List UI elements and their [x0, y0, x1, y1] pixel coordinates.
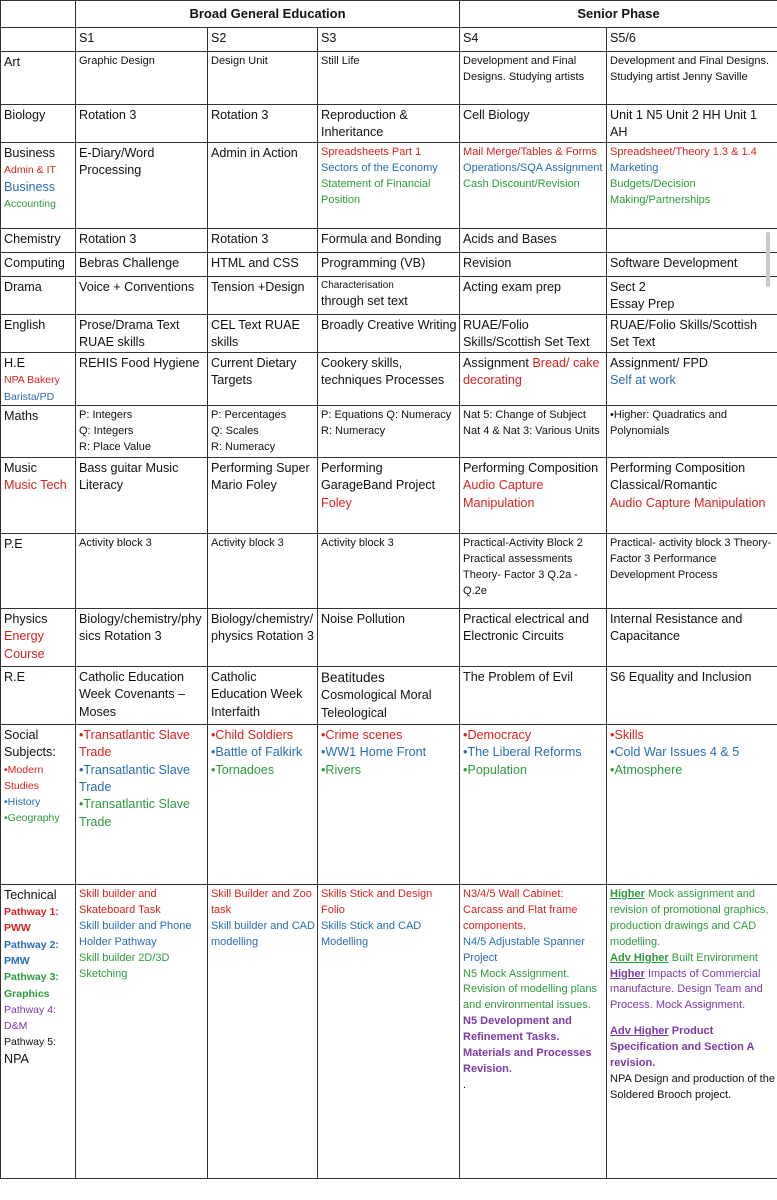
business-s56-accounting: Budgets/Decision Making/Partnerships: [610, 177, 711, 206]
technical-s2-pww: Skill Builder and Zoo task: [211, 887, 312, 916]
maths-s3-r: R: Numeracy: [321, 424, 386, 437]
technical-s56-advhigher-2: Adv Higher: [610, 1025, 669, 1038]
art-s1: Graphic Design: [76, 51, 208, 104]
re-s4: The Problem of Evil: [460, 666, 607, 724]
physics-s2: Biology/chemistry/physics Rotation 3: [208, 608, 318, 666]
header-blank: [1, 1, 76, 28]
subject-technical: [1, 884, 76, 1178]
physics-title: Physics: [4, 611, 48, 626]
he-s4: [460, 352, 607, 405]
music-s4-tech: Audio Capture Manipulation: [463, 478, 544, 510]
technical-s3-pmw: Skills Stick and CAD Modelling: [321, 919, 422, 948]
drama-s3-line2: through set text: [321, 293, 408, 308]
row-pe: [1, 533, 777, 608]
maths-s56: •Higher: Quadratics and Polynomials: [607, 405, 777, 457]
technical-s56-higher-1: Higher: [610, 887, 645, 900]
business-s3: [318, 142, 460, 228]
social-s2-history: •Battle of Falkirk: [211, 745, 303, 760]
pe-s2: Activity block 3: [208, 533, 318, 608]
social-s1-modern: •Transatlantic Slave Trade: [79, 727, 191, 760]
technical-s56-higher-1-text: Mock assignment and revision of promotional graphics, production drawings and CAD modelling.: [610, 887, 769, 948]
social-s4-modern: •Democracy: [463, 727, 532, 742]
technical-s3-pww: Skills Stick and Design Folio: [321, 887, 433, 916]
biology-s2: Rotation 3: [208, 104, 318, 142]
he-s56-line2: Self at work: [610, 373, 676, 388]
computing-s1: Bebras Challenge: [76, 252, 208, 276]
technical-pathway-3: Pathway 3: Graphics: [4, 971, 59, 1000]
business-s4-business: Operations/SQA Assignment: [463, 161, 603, 174]
technical-pathway-5: Pathway 5:: [4, 1036, 56, 1049]
stage-s3: S3: [318, 27, 460, 51]
maths-s1: [76, 405, 208, 457]
technical-pathway-4: Pathway 4: D&M: [4, 1003, 56, 1033]
pe-s1: Activity block 3: [76, 533, 208, 608]
music-title: Music: [4, 460, 37, 475]
header-row: [1, 1, 777, 28]
social-s3: [318, 724, 460, 884]
business-s56-admin: Spreadsheet/Theory 1.3 & 1.4: [610, 145, 757, 158]
music-s56-main: Performing Composition Classical/Romantic: [610, 460, 746, 493]
business-s3-business: Sectors of the Economy: [321, 161, 438, 174]
music-s3: [318, 457, 460, 533]
social-s3-modern: •Crime scenes: [321, 727, 403, 742]
music-s3-tech: Foley: [321, 495, 352, 510]
stage-s4: S4: [460, 27, 607, 51]
technical-s4-dot: .: [463, 1079, 467, 1092]
social-s2: [208, 724, 318, 884]
music-s1: Bass guitar Music Literacy: [76, 457, 208, 533]
drama-s1: Voice + Conventions: [76, 276, 208, 314]
art-s4: Development and Final Designs. Studying artists: [460, 51, 607, 104]
music-s4: [460, 457, 607, 533]
subject-chemistry: Chemistry: [1, 228, 76, 252]
social-s56: [607, 724, 777, 884]
computing-s4: Revision: [460, 252, 607, 276]
row-maths: [1, 405, 777, 457]
maths-s2-q: Q: Scales: [211, 424, 259, 437]
chemistry-s2: Rotation 3: [208, 228, 318, 252]
social-s3-geography: •Rivers: [321, 762, 362, 777]
header-bge: Broad General Education: [76, 1, 460, 28]
subject-social: [1, 724, 76, 884]
technical-s56-advhigher-1: Adv Higher: [610, 951, 669, 964]
he-s1: REHIS Food Hygiene: [76, 352, 208, 405]
technical-s4-dm: N5 Development and Refinement Tasks. Materials and Processes Revision.: [463, 1015, 592, 1076]
pe-s56: Practical- activity block 3 Theory- Factor 3 Performance Development Process: [607, 533, 777, 608]
row-english: [1, 314, 777, 352]
re-s3: [318, 666, 460, 724]
maths-s4-nat5: Nat 5: Change of Subject: [463, 408, 586, 421]
maths-s3: [318, 405, 460, 457]
physics-s56: Internal Resistance and Capacitance: [607, 608, 777, 666]
music-sub-tech: Music Tech: [4, 478, 67, 493]
re-s3-arguments: Cosmological Moral Teleological: [321, 688, 432, 720]
art-s56: Development and Final Designs. Studying artist Jenny Saville: [607, 51, 777, 104]
stage-s2: S2: [208, 27, 318, 51]
physics-s1: Biology/chemistry/physics Rotation 3: [76, 608, 208, 666]
row-music: [1, 457, 777, 533]
social-s56-modern: •Skills: [610, 727, 644, 742]
row-drama: [1, 276, 777, 314]
maths-s1-q: Q: Integers: [79, 424, 134, 437]
technical-s56: [607, 884, 777, 1178]
maths-s2-r: R: Numeracy: [211, 440, 276, 453]
row-he: [1, 352, 777, 405]
subject-maths: Maths: [1, 405, 76, 457]
row-technical: [1, 884, 777, 1178]
social-s4: [460, 724, 607, 884]
english-s4: RUAE/Folio Skills/Scottish Set Text: [460, 314, 607, 352]
technical-pathway-2: Pathway 2: PMW: [4, 938, 59, 968]
drama-s4: Acting exam prep: [460, 276, 607, 314]
maths-s1-r: R: Place Value: [79, 440, 151, 453]
technical-s1-pww: Skill builder and Skateboard Task: [79, 887, 161, 916]
subject-physics: [1, 608, 76, 666]
art-s2: Design Unit: [208, 51, 318, 104]
social-sub-geography: •Geography: [4, 812, 60, 825]
business-s2: Admin in Action: [208, 142, 318, 228]
social-s2-geography: •Tornadoes: [211, 762, 275, 777]
row-computing: [1, 252, 777, 276]
row-social: [1, 724, 777, 884]
social-title: Social Subjects:: [4, 727, 56, 760]
maths-s2: [208, 405, 318, 457]
chemistry-s4: Acids and Bases: [460, 228, 607, 252]
row-art: [1, 51, 777, 104]
pe-s4: Practical-Activity Block 2 Practical assessments Theory- Factor 3 Q.2a - Q.2e: [460, 533, 607, 608]
social-s3-history: •WW1 Home Front: [321, 745, 427, 760]
business-sub-admin: Admin & IT: [4, 164, 56, 177]
computing-s2: HTML and CSS: [208, 252, 318, 276]
re-s1: Catholic Education Week Covenants – Moses: [76, 666, 208, 724]
drama-s56-line2: Essay Prep: [610, 297, 675, 312]
re-s56: S6 Equality and Inclusion: [607, 666, 777, 724]
subject-re: R.E: [1, 666, 76, 724]
technical-s56-npa: NPA Design and production of the Soldered Brooch project.: [610, 1073, 775, 1102]
social-s1-geography: •Transatlantic Slave Trade: [79, 797, 191, 829]
business-s4-admin: Mail Merge/Tables & Forms: [463, 145, 597, 158]
art-s3: Still Life: [318, 51, 460, 104]
subject-drama: Drama: [1, 276, 76, 314]
row-physics: [1, 608, 777, 666]
stage-s1: S1: [76, 27, 208, 51]
business-s3-admin: Spreadsheets Part 1: [321, 145, 422, 158]
business-sub-business: Business: [4, 179, 56, 194]
music-s3-main: Performing GarageBand Project: [321, 460, 436, 493]
drama-s2: Tension +Design: [208, 276, 318, 314]
business-s4-accounting: Cash Discount/Revision: [463, 177, 580, 190]
technical-s2: [208, 884, 318, 1178]
he-s2: Current Dietary Targets: [208, 352, 318, 405]
re-s2: Catholic Education Week Interfaith: [208, 666, 318, 724]
maths-s3-pq: P: Equations Q: Numeracy: [321, 408, 452, 421]
business-s4: [460, 142, 607, 228]
english-s56: RUAE/Folio Skills/Scottish Set Text: [607, 314, 777, 352]
he-s3: Cookery skills, techniques Processes: [318, 352, 460, 405]
social-s2-modern: •Child Soldiers: [211, 727, 294, 742]
technical-s1: [76, 884, 208, 1178]
technical-s56-advhigher-2-text: Product Specification and Section A revision.: [610, 1025, 755, 1070]
header-senior: Senior Phase: [460, 1, 777, 28]
social-sub-modern: •Modern Studies: [4, 763, 44, 792]
he-sub-bakery: NPA Bakery: [4, 374, 60, 387]
english-s1: Prose/Drama Text RUAE skills: [76, 314, 208, 352]
technical-pathway-1: Pathway 1: PWW: [4, 906, 59, 935]
he-s4-bread: Bread/ cake decorating: [463, 355, 600, 388]
he-s56-line1: Assignment/ FPD: [610, 355, 709, 370]
social-s4-history: •The Liberal Reforms: [463, 745, 582, 760]
biology-s4: Cell Biology: [460, 104, 607, 142]
subject-art: Art: [1, 51, 76, 104]
music-s4-main: Performing Composition: [463, 460, 599, 475]
english-s2: CEL Text RUAE skills: [208, 314, 318, 352]
technical-s3: [318, 884, 460, 1178]
he-sub-barista: Barista/PD: [4, 390, 55, 403]
maths-s4-nat4: Nat 4 & Nat 3: Various Units: [463, 424, 600, 437]
drama-s56: [607, 276, 777, 314]
social-s56-geography: •Atmosphere: [610, 762, 683, 777]
business-s56-business: Marketing: [610, 161, 659, 174]
he-s4-assignment: Assignment: [463, 355, 529, 370]
technical-s56-higher-2: Higher: [610, 967, 645, 980]
chemistry-s56: [607, 228, 777, 252]
business-title: Business: [4, 145, 56, 160]
biology-s1: Rotation 3: [76, 104, 208, 142]
subject-he: [1, 352, 76, 405]
stage-s56: S5/6: [607, 27, 777, 51]
english-s3: Broadly Creative Writing: [318, 314, 460, 352]
physics-s3: Noise Pollution: [318, 608, 460, 666]
social-s56-history: •Cold War Issues 4 & 5: [610, 745, 740, 760]
chemistry-s3: Formula and Bonding: [318, 228, 460, 252]
social-s1: [76, 724, 208, 884]
business-sub-accounting: Accounting: [4, 197, 56, 210]
physics-sub-energy: Energy Course: [4, 629, 45, 661]
business-s56: [607, 142, 777, 228]
technical-s4-pww: N3/4/5 Wall Cabinet: Carcass and Flat frame components.: [463, 887, 578, 932]
row-re: [1, 666, 777, 724]
maths-s4: [460, 405, 607, 457]
technical-s56-advhigher-1-text: Built Environment: [671, 951, 758, 964]
row-chemistry: [1, 228, 777, 252]
row-business: [1, 142, 777, 228]
subject-computing: Computing: [1, 252, 76, 276]
technical-s4-pmw: N4/5 Adjustable Spanner Project: [463, 935, 585, 964]
technical-s1-graphics: Skill builder 2D/3D Sketching: [79, 951, 170, 980]
social-s4-geography: •Population: [463, 762, 527, 777]
technical-pathway-5-npa: NPA: [4, 1051, 29, 1066]
business-s1: E-Diary/Word Processing: [76, 142, 208, 228]
social-sub-history: •History: [4, 796, 41, 809]
scrollbar-thumb[interactable]: [766, 232, 770, 287]
drama-s3: [318, 276, 460, 314]
chemistry-s1: Rotation 3: [76, 228, 208, 252]
drama-s3-line1: Characterisation: [321, 279, 394, 291]
re-s3-beatitudes: Beatitudes: [321, 669, 385, 685]
technical-title: Technical: [4, 887, 57, 902]
technical-s1-pmw: Skill builder and Phone Holder Pathway: [79, 919, 192, 948]
social-s1-history: •Transatlantic Slave Trade: [79, 762, 191, 794]
computing-s56: Software Development: [607, 252, 777, 276]
music-s2: Performing Super Mario Foley: [208, 457, 318, 533]
technical-s4-graphics: N5 Mock Assignment. Revision of modelling plans and environmental issues.: [463, 967, 597, 1012]
he-title: H.E: [4, 355, 25, 370]
stage-blank: [1, 27, 76, 51]
drama-s56-line1: Sect 2: [610, 279, 646, 294]
maths-s1-p: P: Integers: [79, 408, 133, 421]
business-s3-accounting: Statement of Financial Position: [321, 177, 431, 206]
biology-s3: Reproduction & Inheritance: [318, 104, 460, 142]
stage-row: [1, 27, 777, 51]
subject-english: English: [1, 314, 76, 352]
physics-s4: Practical electrical and Electronic Circuits: [460, 608, 607, 666]
subject-music: [1, 457, 76, 533]
pe-s3: Activity block 3: [318, 533, 460, 608]
subject-business: [1, 142, 76, 228]
biology-s56: Unit 1 N5 Unit 2 HH Unit 1 AH: [607, 104, 777, 142]
music-s56: [607, 457, 777, 533]
technical-s2-pmw: Skill builder and CAD modelling: [211, 919, 315, 948]
technical-s4: [460, 884, 607, 1178]
row-biology: [1, 104, 777, 142]
computing-s3: Programming (VB): [318, 252, 460, 276]
music-s56-tech: Audio Capture Manipulation: [610, 495, 766, 510]
subject-pe: P.E: [1, 533, 76, 608]
technical-s56-higher-2-text: Impacts of Commercial manufacture. Design Team and Process. Mock Assignment.: [610, 967, 763, 1012]
subject-biology: Biology: [1, 104, 76, 142]
he-s56: [607, 352, 777, 405]
maths-s2-p: P: Percentages: [211, 408, 287, 421]
